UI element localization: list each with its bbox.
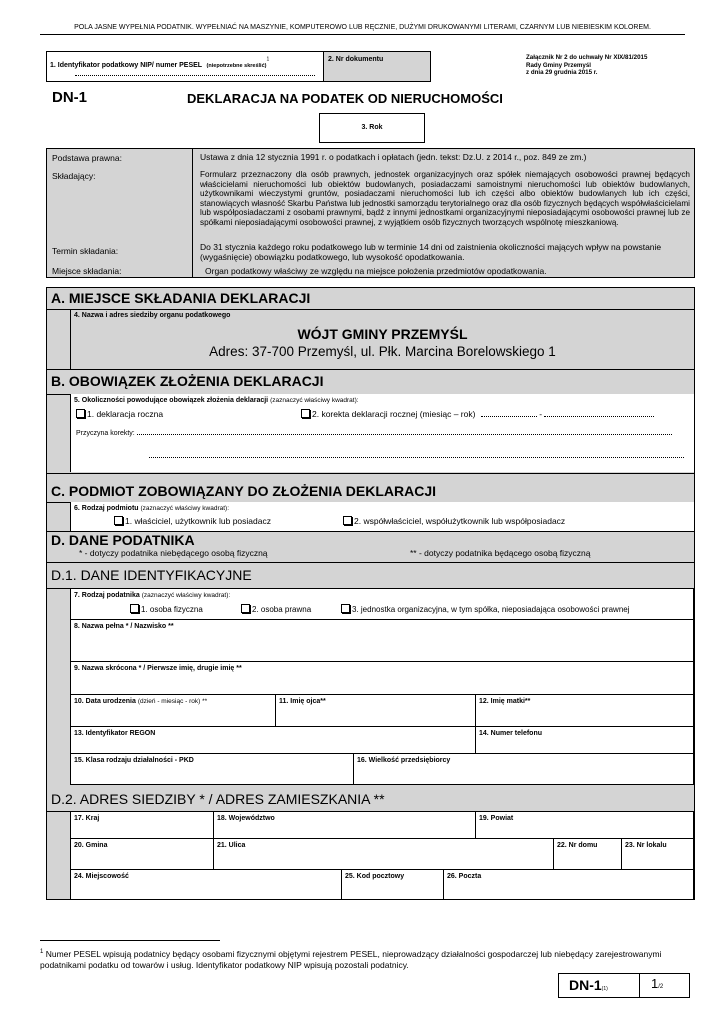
attachment-line-2: Rady Gminy Przemyśl	[526, 61, 591, 69]
owner-label: 1. właściciel, użytkownik lub posiadacz	[125, 516, 271, 526]
short-name-label: 9. Nazwa skrócona * / Pierwsze imię, drugie imię **	[74, 665, 242, 672]
county-label: 19. Powiat	[479, 815, 514, 822]
legal-entity-note: * - dotyczy podatnika niebędącego osobą fizyczną	[79, 548, 268, 558]
taxpayer-type-field	[70, 589, 694, 620]
full-name-label: 8. Nazwa pełna * / Nazwisko **	[74, 623, 174, 630]
commune-field[interactable]	[70, 839, 214, 870]
nip-pesel-field[interactable]	[47, 52, 324, 81]
legal-basis-text: Ustawa z dnia 12 stycznia 1991 r. o podatkach i opłatach (jedn. tekst: Dz.U. z 2014 r., poz. 849 ze zm.)	[200, 152, 587, 162]
footer-form-code-text: DN-1	[569, 977, 602, 993]
footnote-rule	[40, 940, 220, 941]
taxpayer-type-note: (zaznaczyć właściwy kwadrat):	[141, 592, 231, 599]
correction-month-line[interactable]	[481, 416, 537, 417]
natural-person-label: 1. osoba fizyczna	[141, 605, 203, 614]
legal-person-label: 2. osoba prawna	[252, 605, 312, 614]
info-divider	[192, 149, 193, 277]
document-number-label: 2. Nr dokumentu	[328, 56, 384, 63]
apartment-number-field[interactable]	[622, 839, 694, 870]
street-field[interactable]	[214, 839, 554, 870]
post-office-field[interactable]	[444, 870, 694, 899]
house-number-field[interactable]	[554, 839, 622, 870]
natural-person-option[interactable]	[130, 604, 203, 614]
section-d	[46, 532, 695, 900]
footer-page-total: /2	[658, 984, 664, 990]
form-code: DN-1	[52, 89, 88, 106]
header-id-box	[46, 51, 431, 82]
authority-field	[70, 309, 694, 369]
authority-name: WÓJT GMINY PRZEMYŚL	[297, 326, 468, 342]
circumstances-note: (zaznaczyć właściwy kwadrat):	[270, 397, 359, 404]
top-notice: POLA JASNE WYPEŁNIA PODATNIK. WYPEŁNIAĆ NA MASZYNIE, KOMPUTEROWO LUB RĘCZNIE, DUŻYMI DRUKOWANYMI LITERAMI, CZARNYM LUB NIEBIESKIM KOLOREM.	[40, 24, 685, 35]
country-field[interactable]	[70, 812, 214, 839]
annual-declaration-label: 1. deklaracja roczna	[87, 409, 164, 419]
section-b	[46, 370, 695, 474]
nip-pesel-label: 1. Identyfikator podatkowy NIP/ numer PESEL	[50, 62, 203, 69]
org-unit-label: 3. jednostka organizacyjna, w tym spółka, nieposiadająca osobowości prawnej	[352, 605, 630, 614]
year-label: 3. Rok	[361, 124, 383, 131]
org-unit-option[interactable]	[341, 604, 630, 614]
section-d-title: D. DANE PODATNIKA	[51, 532, 195, 548]
father-name-field[interactable]	[276, 695, 476, 727]
correction-year-line[interactable]	[544, 416, 654, 417]
checkbox-icon[interactable]	[130, 604, 139, 613]
footer-form-sub: (1)	[601, 986, 608, 992]
footer-box	[558, 973, 690, 998]
checkbox-icon[interactable]	[301, 409, 310, 418]
section-c-title: C. PODMIOT ZOBOWIĄZANY DO ZŁOŻENIA DEKLARACJI	[51, 483, 436, 499]
pkd-field[interactable]	[70, 754, 354, 785]
nip-pesel-note: (niepotrzebne skreślić)	[206, 63, 267, 69]
phone-label: 14. Numer telefonu	[479, 730, 543, 737]
regon-field[interactable]	[70, 727, 476, 754]
father-name-label: 11. Imię ojca**	[279, 698, 326, 705]
place-label: Miejsce składania:	[52, 266, 122, 276]
place-text: Organ podatkowy właściwy ze względu na miejsce położenia przedmiotów opodatkowania.	[205, 266, 547, 276]
pkd-label: 15. Klasa rodzaju działalności - PKD	[74, 757, 194, 764]
company-size-label: 16. Wielkość przedsiębiorcy	[357, 757, 451, 764]
natural-person-note: ** - dotyczy podatnika będącego osobą fizyczną	[410, 548, 591, 558]
apartment-number-label: 23. Nr lokalu	[625, 842, 667, 849]
county-field[interactable]	[476, 812, 694, 839]
country-label: 17. Kraj	[74, 815, 100, 822]
correction-reason-label: Przyczyna korekty:	[76, 430, 135, 437]
footer-page-number	[651, 976, 663, 991]
full-name-field[interactable]	[70, 620, 694, 662]
footer-page: 1	[651, 976, 659, 991]
taxpayer-type-label: 7. Rodzaj podatnika	[74, 592, 140, 599]
correction-reason-line[interactable]	[137, 434, 672, 435]
street-label: 21. Ulica	[217, 842, 246, 849]
postal-code-label: 25. Kod pocztowy	[345, 873, 405, 880]
section-d-rule	[47, 562, 694, 563]
attachment-line-1: Załącznik Nr 2 do uchwały Nr XIX/81/2015	[526, 54, 648, 61]
checkbox-icon[interactable]	[343, 516, 352, 525]
city-field[interactable]	[70, 870, 342, 899]
authority-label: 4. Nazwa i adres siedziby organu podatkowego	[74, 312, 231, 319]
birth-date-note: (dzień - miesiąc - rok) **	[137, 698, 208, 705]
phone-field[interactable]	[476, 727, 694, 754]
annual-declaration-option[interactable]	[76, 409, 163, 419]
footnote	[40, 947, 690, 971]
checkbox-icon[interactable]	[341, 604, 350, 613]
correction-reason-line-2[interactable]	[149, 457, 684, 458]
post-office-label: 26. Poczta	[447, 873, 482, 880]
birth-date-label: 10. Data urodzenia	[74, 698, 136, 705]
house-number-label: 22. Nr domu	[557, 842, 598, 849]
page-title: DEKLARACJA NA PODATEK OD NIERUCHOMOŚCI	[187, 91, 503, 106]
section-b-title: B. OBOWIĄZEK ZŁOŻENIA DEKLARACJI	[51, 373, 324, 389]
d2-title: D.2. ADRES SIEDZIBY * / ADRES ZAMIESZKANIA **	[51, 791, 385, 807]
footnote-sup: 1	[40, 949, 44, 955]
section-a	[46, 287, 695, 370]
commune-label: 20. Gmina	[74, 842, 108, 849]
footnote-text: Numer PESEL wpisują podatnicy będący osobami fizycznymi objętymi rejestrem PESEL, nieprowadzący działalności gospodarczej lub niebędący zarejestrowanymi podatnikami podatku od towarów i usług. Identyfikator podatkowy NIP wpisują pozostali podatnicy.	[40, 948, 662, 970]
year-field[interactable]	[319, 113, 425, 143]
checkbox-icon[interactable]	[241, 604, 250, 613]
nip-pesel-sup: 1	[266, 56, 270, 63]
entity-type-label: 6. Rodzaj podmiotu	[74, 505, 139, 512]
correction-reason-row	[76, 430, 672, 437]
attachment-line-3: z dnia 29 grudnia 2015 r.	[526, 69, 598, 76]
owner-option[interactable]	[114, 516, 271, 526]
regon-label: 13. Identyfikator REGON	[74, 730, 156, 737]
co-owner-option[interactable]	[343, 516, 565, 526]
filer-label: Składający:	[52, 171, 96, 181]
footer-form-code	[569, 977, 608, 993]
d1-title: D.1. DANE IDENTYFIKACYJNE	[51, 567, 252, 583]
entity-type-field	[70, 502, 694, 531]
attachment-note	[526, 54, 647, 77]
voivodeship-label: 18. Województwo	[217, 815, 275, 822]
correction-option[interactable]: 2. korekta deklaracji rocznej (miesiąc – rok) -	[301, 409, 654, 419]
birth-date-field[interactable]	[70, 695, 276, 727]
nip-pesel-dotted-line	[75, 75, 315, 76]
mother-name-field[interactable]	[476, 695, 694, 727]
authority-address: Adres: 37-700 Przemyśl, ul. Płk. Marcina Borelowskiego 1	[209, 344, 556, 359]
city-label: 24. Miejscowość	[74, 873, 129, 880]
circumstances-field	[70, 394, 694, 472]
section-c	[46, 474, 695, 532]
co-owner-label: 2. współwłaściciel, współużytkownik lub współposiadacz	[354, 516, 566, 526]
postal-code-field[interactable]	[342, 870, 444, 899]
short-name-field[interactable]	[70, 662, 694, 695]
section-a-title: A. MIEJSCE SKŁADANIA DEKLARACJI	[51, 290, 311, 306]
checkbox-icon[interactable]	[76, 409, 85, 418]
circumstances-label: 5. Okoliczności powodujące obowiązek złożenia deklaracji	[74, 397, 269, 404]
company-size-field[interactable]	[354, 754, 694, 785]
deadline-label: Termin składania:	[52, 246, 119, 256]
mother-name-label: 12. Imię matki**	[479, 698, 531, 705]
deadline-text: Do 31 stycznia każdego roku podatkowego lub w terminie 14 dni od zaistnienia okoliczności mających wpływ na powstanie (wygaśnięcie) obowiązku podatkowego, lub wysokość opodatkowania.	[200, 242, 662, 262]
entity-type-note: (zaznaczyć właściwy kwadrat):	[140, 505, 230, 512]
footer-divider	[639, 974, 640, 997]
legal-basis-label: Podstawa prawna:	[52, 153, 122, 163]
checkbox-icon[interactable]	[114, 516, 123, 525]
legal-person-option[interactable]	[241, 604, 311, 614]
info-block	[46, 148, 695, 278]
filer-text: Formularz przeznaczony dla osób prawnych, jednostek organizacyjnych oraz spółek niemających osobowości prawnej będących właścicielami nieruchomości lub obiektów budowlanych, posiadaczami samoistnymi nieruchomości lub obiektów budowlanych, użytkownikami wieczystymi gruntów, posiadaczami nieruchomości lub ich części albo obiektów budowlanych lub ich części, stanowiących własność Skarbu Państwa lub jednostki samorządu terytorialnego oraz dla osób fizycznych będących współwłaścicielami lub współposiadaczami z osobami prawnymi, bądź z innymi jednostkami organizacyjnymi nieposiadającymi osobowości prawnej lub ze spółkami nieposiadającymi osobowości prawnej, z wyjątkiem osób fizycznych tworzących wspólnotę mieszkaniową.	[200, 170, 690, 227]
voivodeship-field[interactable]	[214, 812, 476, 839]
correction-label: 2. korekta deklaracji rocznej (miesiąc – rok)	[312, 409, 476, 419]
